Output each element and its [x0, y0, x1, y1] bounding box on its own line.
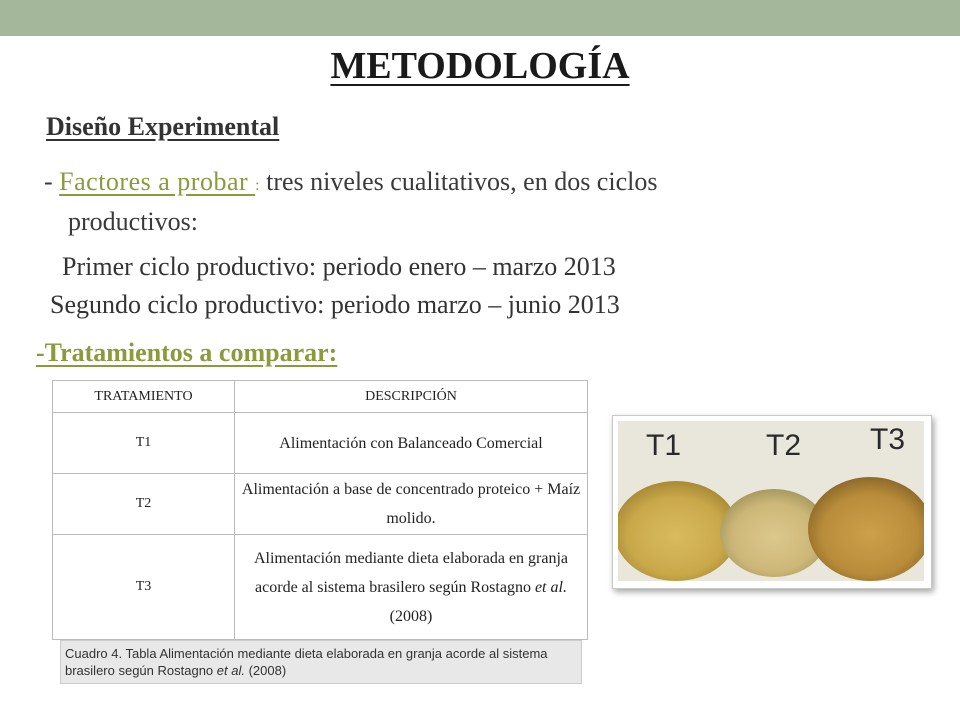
cycle-2-text: Segundo ciclo productivo: periodo marzo – junio 2013: [50, 290, 620, 319]
description-text: Alimentación mediante dieta elaborada en granja acorde al sistema brasilero según Rostagno: [253, 549, 569, 596]
factors-text: tres niveles cualitativos, en dos ciclos: [259, 167, 658, 196]
header-tratamiento: TRATAMIENTO: [53, 381, 235, 413]
photo-label-t3: T3: [870, 423, 906, 456]
photo-label-t1: T1: [646, 429, 682, 462]
treatment-cell: T3: [53, 535, 235, 640]
factors-continuation: productivos:: [68, 207, 198, 236]
description-cell: Alimentación con Balanceado Comercial: [235, 413, 588, 474]
treatment-cell: T1: [53, 413, 235, 474]
cycle-1-text: Primer ciclo productivo: periodo enero – marzo 2013: [62, 252, 616, 281]
slide-title: METODOLOGÍA: [330, 45, 630, 87]
table-caption: [60, 640, 582, 684]
top-bar: [0, 0, 960, 36]
caption-tail: (2008): [244, 663, 287, 678]
factors-label: Factores a probar: [59, 167, 256, 196]
description-cell: [235, 535, 588, 640]
description-tail: (2008): [389, 607, 433, 625]
header-descripcion: DESCRIPCIÓN: [235, 381, 588, 413]
factors-bullet: [44, 164, 904, 240]
description-cell: Alimentación a base de concentrado proteico + Maíz molido.: [235, 474, 588, 535]
photo-label-t2: T2: [766, 429, 802, 462]
table-row: [53, 535, 588, 640]
factors-colon: :: [255, 177, 260, 194]
caption-text: Cuadro 4. Tabla Alimentación mediante dieta elaborada en granja acorde al sistema brasilero según Rostagno: [65, 646, 548, 678]
slide-subtitle: Diseño Experimental: [46, 112, 280, 141]
table-row: [53, 413, 588, 474]
feed-samples-photo: [612, 415, 932, 589]
treatments-heading: -Tratamientos a comparar:: [36, 338, 338, 367]
feed-piles-image: [618, 421, 924, 581]
treatment-cell: T2: [53, 474, 235, 535]
bullet-dash: -: [44, 167, 60, 196]
description-italic: et al.: [534, 578, 567, 596]
caption-italic: et al.: [216, 663, 245, 678]
treatments-table: [52, 380, 588, 640]
table-header-row: [53, 381, 588, 413]
table-row: [53, 474, 588, 535]
feed-pile-t1: [618, 481, 738, 581]
